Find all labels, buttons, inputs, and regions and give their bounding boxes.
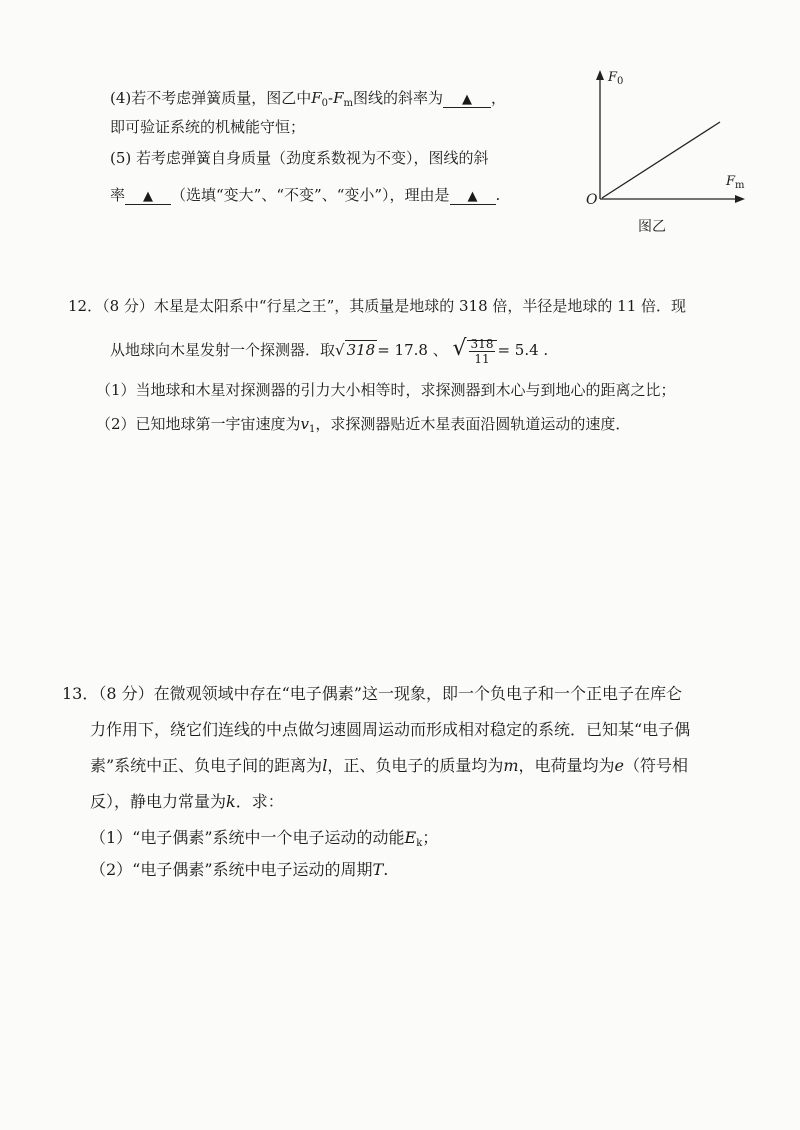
sqrt-expression: √ 318 <box>335 341 376 359</box>
m-symbol: m <box>503 756 519 775</box>
answer-blank-3[interactable] <box>450 188 496 205</box>
sqrt-radicand: 318 <box>346 341 376 359</box>
triangle-marker-icon: ▲ <box>143 189 154 204</box>
q12-line2 <box>110 336 548 366</box>
triangle-marker-icon: ▲ <box>462 92 473 107</box>
k-symbol: k <box>226 792 236 811</box>
q12-part1: （1）当地球和木星对探测器的引力大小相等时，求探测器到木心与到地心的距离之比； <box>96 381 676 399</box>
q11-part4-text: (4)若不考虑弹簧质量，图乙中 <box>110 89 312 107</box>
q13-part2-end: . <box>383 860 389 879</box>
fraction-denominator: 11 <box>474 351 490 366</box>
q12-eq1: = 17.8 、 <box>377 341 448 359</box>
q11-part5-text-b: （选填“变大”、“不变”、“变小”），理由是 <box>171 186 450 204</box>
graph-figure <box>580 62 750 242</box>
q13-line4-text-a: 反），静电力常量为 <box>90 792 227 811</box>
triangle-marker-icon: ▲ <box>467 189 478 204</box>
q13-part2 <box>90 860 388 880</box>
q12-line2-text: 从地球向木星发射一个探测器．取 <box>110 341 336 359</box>
q13-line3-text-d: （符号相 <box>623 756 688 775</box>
answer-blank-2[interactable] <box>125 188 171 205</box>
q12-part2-text-a: （2）已知地球第一宇宙速度为 <box>96 415 301 433</box>
fraction-numerator: 318 <box>470 336 494 351</box>
q13-line2: 力作用下，绕它们连线的中点做匀速圆周运动而形成相对稳定的系统．已知某“电子偶 <box>90 720 691 739</box>
v1-subscript: 1 <box>309 424 316 435</box>
q11-part4-line2: 即可验证系统的机械能守恒； <box>110 118 306 136</box>
origin-label: O <box>586 192 598 208</box>
ek-symbol: E <box>404 828 417 847</box>
q12-part2-text-b: ，求探测器贴近木星表面沿圆轨道运动的速度． <box>315 415 631 433</box>
q13-line3 <box>90 756 688 776</box>
q13-part2-text: （2）“电子偶素”系统中电子运动的周期 <box>90 860 373 879</box>
q13-line3-text-b: ，正、负电子的质量均为 <box>327 756 504 775</box>
q11-part4-text-b: 图线的斜率为 <box>353 89 444 107</box>
sqrt-fraction-expression: √ $\frac{318}{11}$ <box>453 336 498 366</box>
t-symbol: T <box>372 860 384 879</box>
graph-caption: 图乙 <box>638 219 666 235</box>
graph-line <box>602 122 720 198</box>
graph-axes-svg <box>580 62 750 242</box>
answer-blank-1[interactable] <box>443 91 491 108</box>
q11-part5-line2 <box>110 185 500 205</box>
q11-part4-line1 <box>110 88 506 114</box>
q13-part1 <box>90 828 438 854</box>
q12-line1: 12．（8 分）木星是太阳系中“行星之王”，其质量是地球的 318 倍，半径是地球的 11 倍．现 <box>68 297 687 315</box>
x-axis-arrow-icon <box>735 195 745 203</box>
q12-eq2: = 5.4 . <box>497 341 549 359</box>
q13-line1: 13．（8 分）在微观领域中存在“电子偶素”这一现象，即一个负电子和一个正电子在库仑 <box>62 684 682 703</box>
q11-part5-text-a: 率 <box>110 186 126 204</box>
ek-subscript: k <box>416 838 423 849</box>
q13-line3-text-c: ，电荷量均为 <box>518 756 615 775</box>
q11-fm-subscript: m <box>343 98 354 109</box>
q13-line4 <box>90 792 284 812</box>
q13-line3-text-a: 素”系统中正、负电子间的距离为 <box>90 756 323 775</box>
y-axis-label: $F_0$ <box>608 70 624 87</box>
q12-part2 <box>96 414 630 440</box>
q11-dash: - <box>328 89 334 107</box>
e-symbol: e <box>614 756 624 775</box>
q13-line4-text-b: ．求： <box>235 792 284 811</box>
q11-fm-symbol: F <box>333 89 344 107</box>
q11-part4-text-c: ， <box>491 89 507 107</box>
q11-f0-symbol: F <box>311 89 322 107</box>
y-axis-arrow-icon <box>596 70 604 80</box>
q11-part5-text-c: . <box>495 186 501 204</box>
x-axis-label: $F_m$ <box>726 174 745 191</box>
l-symbol: l <box>322 756 328 775</box>
q13-part1-end: ； <box>422 828 439 847</box>
v1-symbol: v <box>300 415 310 433</box>
q11-part5-line1: (5) 若考虑弹簧自身质量（劲度系数视为不变），图线的斜 <box>110 149 489 167</box>
q11-f0-subscript: 0 <box>321 98 329 109</box>
q13-part1-text: （1）“电子偶素”系统中一个电子运动的动能 <box>90 828 405 847</box>
